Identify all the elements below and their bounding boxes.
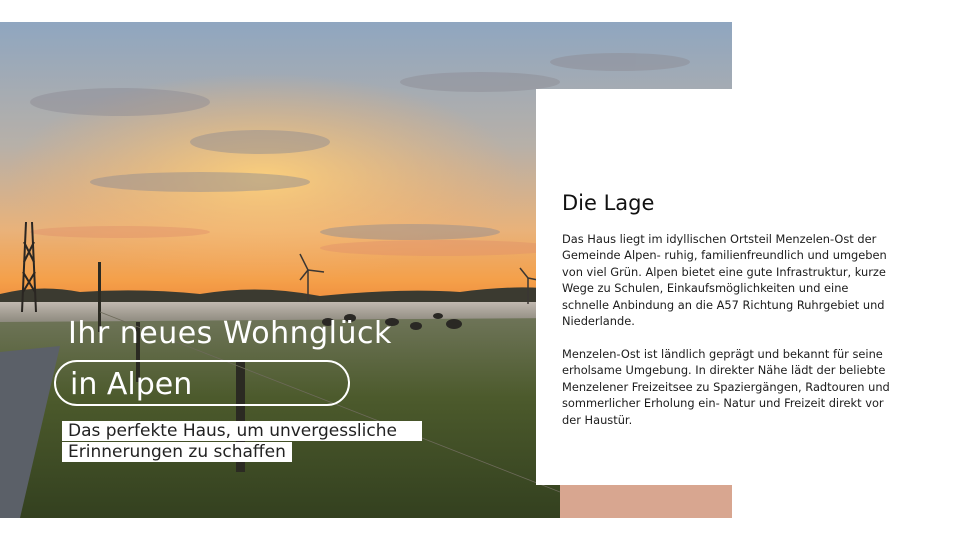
hero-subtitle-line2: Erinnerungen zu schaffen xyxy=(62,442,292,462)
hero-subtitle-line1: Das perfekte Haus, um unvergessliche xyxy=(62,421,422,441)
hero-headline-pill xyxy=(54,360,350,406)
location-card xyxy=(536,89,932,485)
location-title: Die Lage xyxy=(562,191,655,215)
location-paragraph-1: Das Haus liegt im idyllischen Ortsteil Menzelen-Ost der Gemeinde Alpen- ruhig, familienfreundlich und umgeben von viel Grün. Alpen bietet eine gute Infrastruktur, kurze Wege zu Schulen, Einkaufsmöglichkeiten und eine schnelle Anbindung an die A57 Richtung Ruhrgebiet und Niederlande. xyxy=(562,232,887,329)
location-paragraph-2: Menzelen-Ost ist ländlich geprägt und bekannt für seine erholsame Umgebung. In direkter Nähe lädt der beliebte Menzelener Freizeitsee zu Spaziergängen, Radtouren und sommerlicher Erholung ein- Natur und Freizeit direkt vor der Haustür. xyxy=(562,347,890,427)
hero-headline-line2: in Alpen xyxy=(70,367,193,402)
hero-headline-line1: Ihr neues Wohnglück xyxy=(68,316,392,351)
